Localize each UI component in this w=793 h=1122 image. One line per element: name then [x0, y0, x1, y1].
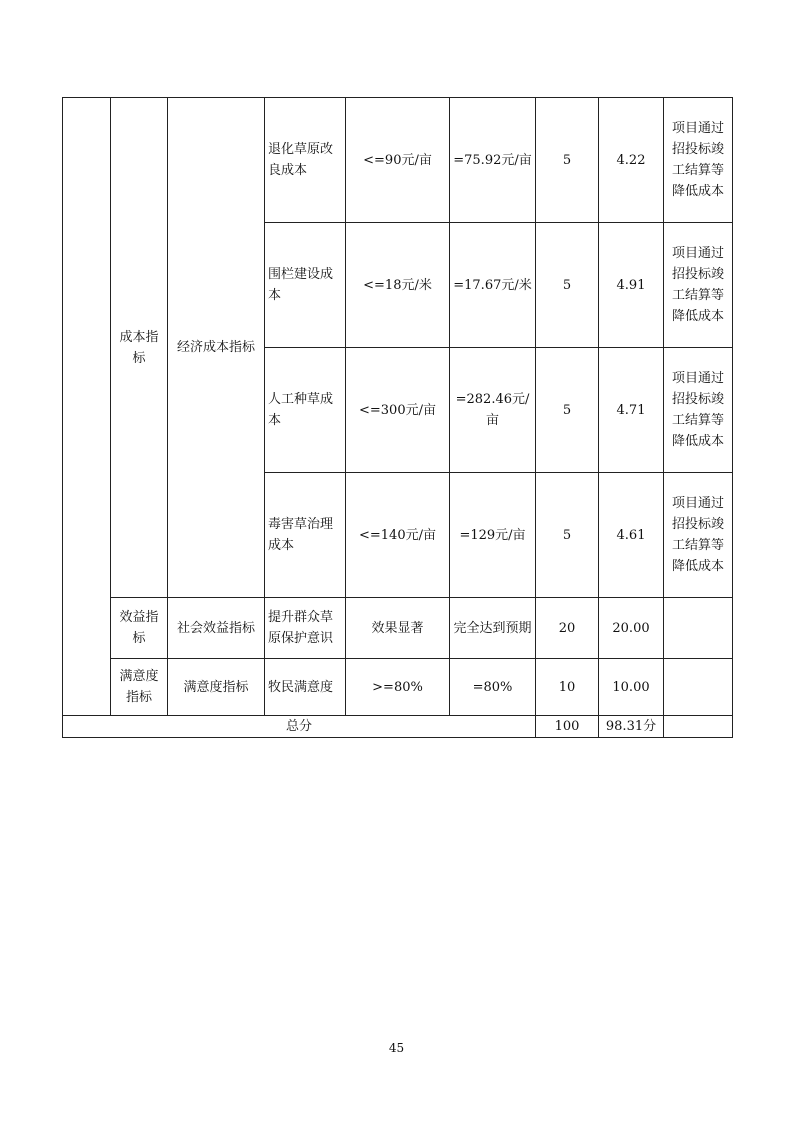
target-value-cell: 效果显著 [346, 598, 450, 659]
table-row [63, 659, 733, 716]
table-row [63, 598, 733, 659]
target-value-cell: <=18元/米 [346, 223, 450, 348]
table-row [63, 98, 733, 223]
actual-value-cell: =75.92元/亩 [450, 98, 536, 223]
actual-value-cell: =17.67元/米 [450, 223, 536, 348]
indicator-name-cell: 毒害草治理成本 [265, 473, 346, 598]
actual-value-cell: =80% [450, 659, 536, 716]
indicator-name-cell: 人工种草成本 [265, 348, 346, 473]
note-cell: 项目通过招投标竣工结算等降低成本 [664, 98, 733, 223]
note-cell [664, 598, 733, 659]
total-row [63, 716, 733, 738]
page-number: 45 [388, 1041, 405, 1055]
subcategory-cell: 社会效益指标 [168, 598, 265, 659]
subcategory-cell: 满意度指标 [168, 659, 265, 716]
weight-cell: 5 [536, 348, 599, 473]
category-cell: 效益指标 [111, 598, 168, 659]
note-cell: 项目通过招投标竣工结算等降低成本 [664, 223, 733, 348]
category-cell: 成本指标 [111, 98, 168, 598]
total-label-cell: 总分 [63, 716, 536, 738]
weight-cell: 5 [536, 473, 599, 598]
target-value-cell: <=90元/亩 [346, 98, 450, 223]
target-value-cell: <=300元/亩 [346, 348, 450, 473]
actual-value-cell: =129元/亩 [450, 473, 536, 598]
note-cell: 项目通过招投标竣工结算等降低成本 [664, 348, 733, 473]
score-cell: 4.71 [599, 348, 664, 473]
weight-cell: 5 [536, 223, 599, 348]
weight-cell: 5 [536, 98, 599, 223]
indicator-name-cell: 牧民满意度 [265, 659, 346, 716]
indicator-name-cell: 提升群众草原保护意识 [265, 598, 346, 659]
score-cell: 4.91 [599, 223, 664, 348]
total-score-cell: 98.31分 [599, 716, 664, 738]
note-cell: 项目通过招投标竣工结算等降低成本 [664, 473, 733, 598]
category-cell: 满意度指标 [111, 659, 168, 716]
note-cell [664, 659, 733, 716]
primary-category-cell [63, 98, 111, 716]
actual-value-cell: 完全达到预期 [450, 598, 536, 659]
total-weight-cell: 100 [536, 716, 599, 738]
indicator-name-cell: 围栏建设成本 [265, 223, 346, 348]
score-cell: 4.61 [599, 473, 664, 598]
indicator-name-cell: 退化草原改良成本 [265, 98, 346, 223]
weight-cell: 20 [536, 598, 599, 659]
score-cell: 20.00 [599, 598, 664, 659]
target-value-cell: <=140元/亩 [346, 473, 450, 598]
target-value-cell: >=80% [346, 659, 450, 716]
score-cell: 10.00 [599, 659, 664, 716]
performance-table [62, 97, 733, 738]
subcategory-cell: 经济成本指标 [168, 98, 265, 598]
score-cell: 4.22 [599, 98, 664, 223]
actual-value-cell: =282.46元/亩 [450, 348, 536, 473]
weight-cell: 10 [536, 659, 599, 716]
total-note-cell [664, 716, 733, 738]
